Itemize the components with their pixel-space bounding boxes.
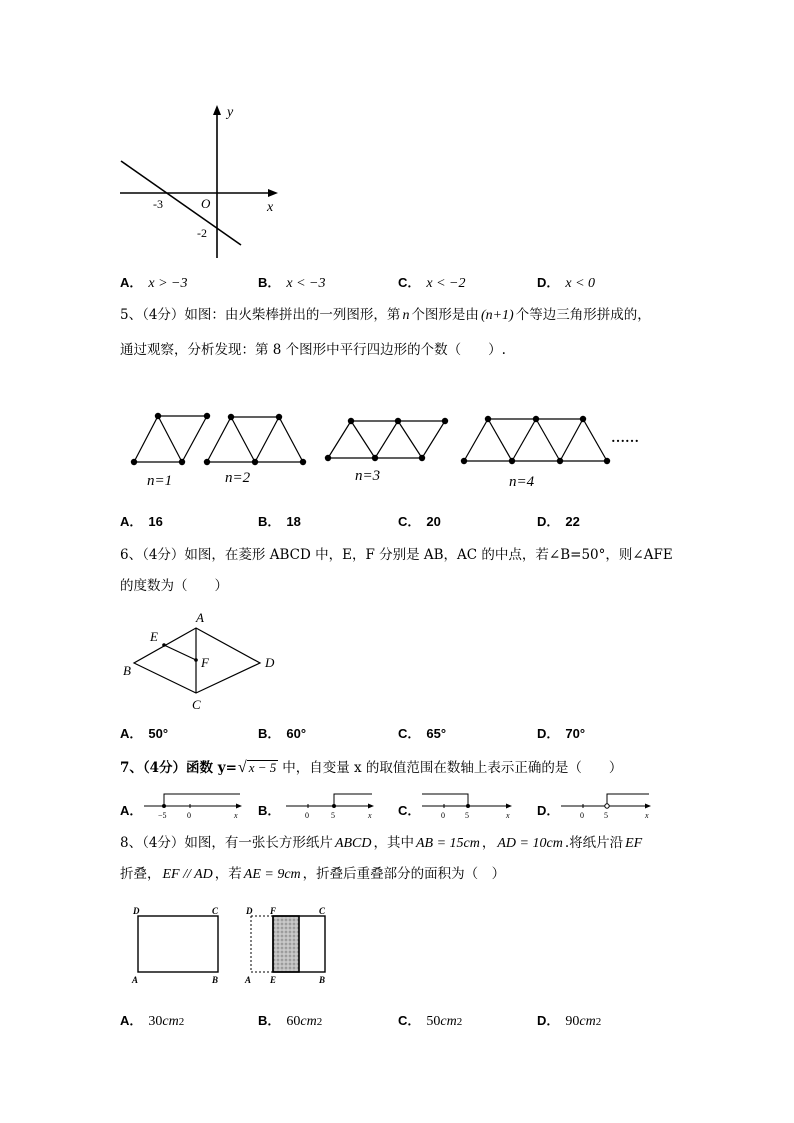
q4-x-intercept-label: -3 [153,197,163,211]
q6-point-b: B [123,663,131,678]
q7-option-d-label: D． [537,803,560,818]
q8-stem-part2: ，其中 [373,835,414,851]
q5-option-c-value: 20 [426,514,441,529]
q7-b-tick-1: 0 [305,811,309,820]
q8-stem-part6: ，折叠后重叠部分的面积为（ ） [302,866,506,882]
q7-option-c[interactable] [398,792,528,822]
q8-option-c-label: C． [398,1013,421,1028]
q5-fig-dots: …… [611,431,639,446]
q5-option-d[interactable] [537,511,580,530]
q8-ae-length: AE = 9cm [243,867,301,882]
q7-d-tick-1: 0 [580,811,584,820]
q8-option-a-label: A． [120,1013,143,1028]
q5-option-a-value: 16 [148,514,163,529]
q8-stem-part5: ，若 [214,866,242,882]
q8-option-c[interactable] [398,1010,462,1030]
q4-option-b[interactable] [258,272,326,292]
q7-option-d-number-line [559,792,659,822]
q7-option-b-number-line [284,792,384,822]
q8-stem-sep: ， [481,835,496,851]
q8-figure-folded [241,903,341,988]
q5-stem-part1: 5、（4分）如图：由火柴棒拼出的一列图形，第 [120,307,401,323]
q5-stem-line1 [120,309,651,323]
q8-option-d-num: 90 [565,1014,580,1029]
q8-option-c-num: 50 [426,1014,441,1029]
q8-option-a-num: 30 [148,1014,163,1029]
q8-fig2-d: D [246,906,253,916]
q4-option-a[interactable] [120,272,188,292]
q4-x-label: x [267,200,274,215]
q7-option-c-label: C． [398,803,421,818]
q4-option-d[interactable] [537,272,595,292]
q5-fig-label-1: n=1 [147,473,173,489]
q8-ab-length: AB = 15cm [416,836,480,851]
q7-option-a-number-line [142,792,252,822]
q4-option-d-label: D． [537,275,560,290]
q4-option-d-expr: x < 0 [565,276,596,291]
q4-option-c-expr: x < −2 [426,276,466,291]
q7-a-tick-2: 0 [187,811,191,820]
q7-option-a[interactable] [120,792,250,822]
q7-stem-prefix: 7、（4分）函数 y= [120,760,237,776]
q7-option-b[interactable] [258,792,388,822]
q5-stem-part2: 个图形是由 [411,307,479,323]
q7-d-tick-2: 5 [604,811,608,820]
q6-option-d-value: 70° [565,726,586,741]
q5-fig-label-4: n=4 [509,474,535,490]
q8-fig2-a: A [245,975,252,985]
q8-option-d[interactable] [537,1010,601,1030]
q5-option-b-value: 18 [286,514,301,529]
q6-option-d[interactable] [537,723,585,742]
q8-fig2-e: E [270,975,277,985]
q7-c-axis: x [506,811,510,820]
q6-option-a-value: 50° [148,726,169,741]
q4-y-intercept-label: -2 [197,226,207,240]
q6-option-a[interactable] [120,723,168,742]
q6-point-e: E [150,629,158,644]
q5-option-c[interactable] [398,511,441,530]
q8-stem-line1 [120,837,642,851]
q4-option-c-label: C． [398,275,421,290]
q5-fig-label-2: n=2 [225,470,251,486]
q6-point-a: A [196,610,204,625]
q5-stem-line2: 通过观察，分析发现：第 8 个图形中平行四边形的个数（ ）. [120,342,506,358]
q6-option-a-label: A． [120,726,143,741]
q7-b-tick-2: 5 [331,811,335,820]
q6-point-d: D [265,655,275,670]
q7-option-d[interactable] [537,792,667,822]
q7-a-axis: x [234,811,238,820]
q7-c-tick-1: 0 [441,811,445,820]
q4-y-label: y [227,105,234,120]
q7-stem-suffix: 中，自变量 x 的取值范围在数轴上表示正确的是（ ） [282,760,623,776]
q8-option-c-sup: 2 [456,1016,463,1028]
q8-stem-line2 [120,868,505,882]
q5-matchstick-figures [125,408,655,493]
q6-option-c-label: C． [398,726,421,741]
q8-parallel: EF // AD [162,867,213,882]
q8-fig2-c: C [319,906,326,916]
q8-stem-part3: .将纸片沿 [564,835,624,851]
q8-option-b[interactable] [258,1010,322,1030]
q5-option-b[interactable] [258,511,301,530]
q4-option-b-expr: x < −3 [286,276,326,291]
q5-stem-paren: (n+1) [480,308,514,323]
q5-option-a[interactable] [120,511,163,530]
q5-option-d-value: 22 [565,514,580,529]
q4-graph [115,100,290,260]
q4-option-a-label: A． [120,275,143,290]
q6-rhombus-figure [118,608,283,713]
q8-rect-name: ABCD [334,836,372,851]
q4-option-c[interactable] [398,272,466,292]
q6-stem-line2: 的度数为（ ） [120,578,228,594]
q5-fig-label-3: n=3 [355,468,381,484]
q8-figure-rectangle [130,903,230,988]
q7-a-tick-1: −5 [158,811,167,820]
q8-option-b-unit: cm [300,1014,317,1029]
q7-option-a-label: A． [120,803,143,818]
q7-stem [120,760,622,776]
q8-ad-length: AD = 10cm [497,836,563,851]
q6-option-b-label: B． [258,726,281,741]
q7-option-b-label: B． [258,803,281,818]
q8-option-b-label: B． [258,1013,281,1028]
q6-option-b[interactable] [258,723,306,742]
q8-option-c-unit: cm [440,1014,457,1029]
q8-fig1-a: A [132,975,139,985]
q5-option-a-label: A． [120,514,143,529]
q8-fig2-f: F [270,906,277,916]
q5-stem-part3: 个等边三角形拼成的， [515,307,651,323]
q6-option-c[interactable] [398,723,446,742]
q6-option-d-label: D． [537,726,560,741]
q8-option-d-unit: cm [579,1014,596,1029]
q8-option-d-label: D． [537,1013,560,1028]
q8-option-a-unit: cm [162,1014,179,1029]
q5-option-d-label: D． [537,514,560,529]
q8-stem-part4: 折叠， [120,866,161,882]
q6-option-b-value: 60° [286,726,307,741]
q5-option-c-label: C． [398,514,421,529]
q6-point-c: C [192,697,201,712]
q8-option-b-num: 60 [286,1014,301,1029]
q7-b-axis: x [368,811,372,820]
q4-origin-label: O [201,196,211,211]
q8-ef: EF [625,836,643,851]
q7-radicand: x − 5 [248,760,277,775]
q6-stem-line1: 6、（4分）如图，在菱形 ABCD 中，E，F 分别是 AB，AC 的中点，若∠B=50°，则∠AFE [120,547,673,563]
q7-option-c-number-line [420,792,520,822]
q8-option-d-sup: 2 [595,1016,602,1028]
q6-point-f: F [201,655,209,670]
q8-fig1-c: C [212,906,219,916]
q7-sqrt-sign: √ [237,759,247,776]
q6-option-c-value: 65° [426,726,447,741]
q8-fig2-b: B [319,975,326,985]
q8-option-a-sup: 2 [178,1016,185,1028]
q8-fig1-d: D [133,906,140,916]
q4-option-a-expr: x > −3 [148,276,188,291]
q5-stem-n: n [402,308,410,323]
q8-stem-part1: 8、（4分）如图，有一张长方形纸片 [120,835,333,851]
q5-option-b-label: B． [258,514,281,529]
q4-option-b-label: B． [258,275,281,290]
q8-option-a[interactable] [120,1010,184,1030]
q7-c-tick-2: 5 [465,811,469,820]
q8-fig1-b: B [212,975,219,985]
q8-option-b-sup: 2 [316,1016,323,1028]
q7-d-axis: x [645,811,649,820]
